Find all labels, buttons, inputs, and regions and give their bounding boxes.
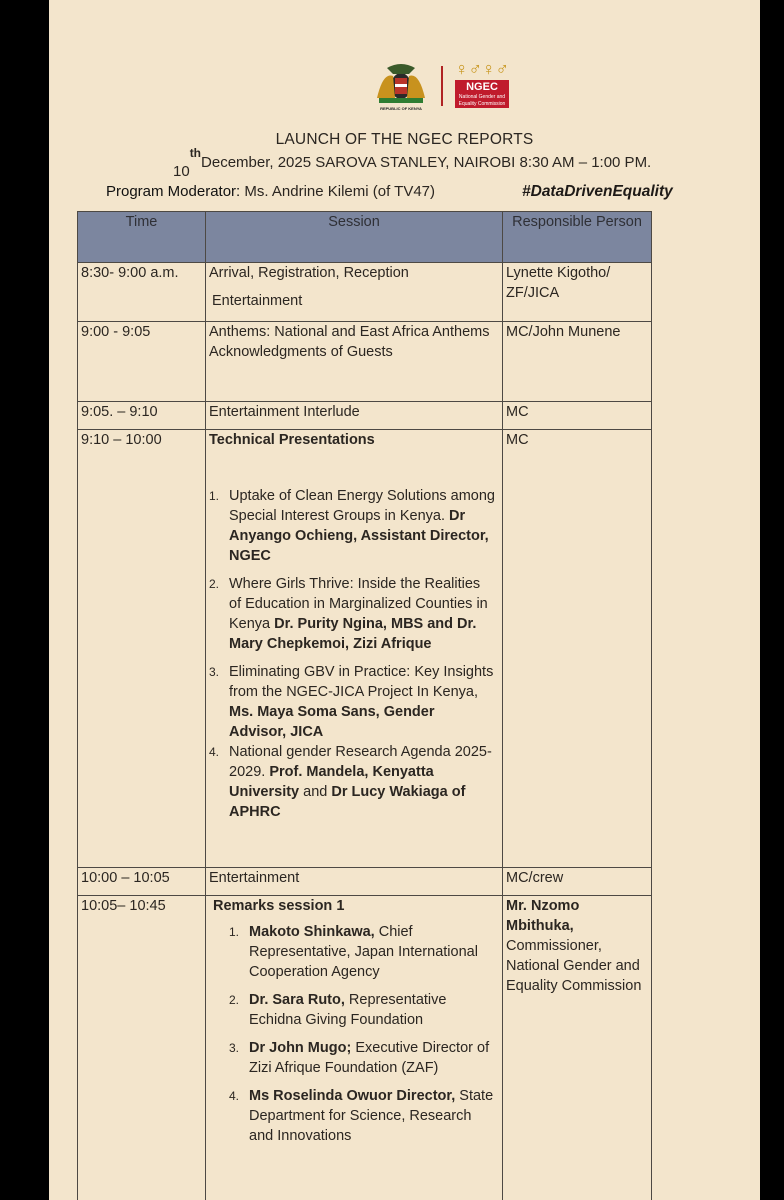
- logo-divider: [441, 66, 443, 106]
- list-item: 3. Eliminating GBV in Practice: Key Insights from the NGEC-JICA Project In Kenya, Ms. Maya Soma Sans, Gender Advisor, JICA: [209, 664, 494, 740]
- header-session: Session: [206, 212, 503, 263]
- list-item: 4. National gender Research Agenda 2025-2029. Prof. Mandela, Kenyatta University and Dr Lucy Wakiaga of APHRC: [209, 744, 492, 820]
- screen-edge: [760, 0, 784, 1200]
- session-cell: Arrival, Registration, Reception Entertainment: [206, 263, 503, 322]
- session-cell: [206, 896, 503, 1200]
- time-cell: 9:10 – 10:00: [78, 430, 206, 868]
- responsible-cell: Lynette Kigotho/ ZF/JICA: [503, 263, 652, 322]
- time-cell: 10:05– 10:45: [78, 896, 206, 1200]
- ngec-figures-icon: ♀♂♀♂: [455, 59, 509, 79]
- session-cell: [206, 430, 503, 868]
- table-row: [78, 402, 652, 430]
- table-header-row: [78, 212, 652, 263]
- responsible-cell: MC: [503, 430, 652, 868]
- program-table: [77, 211, 652, 1200]
- kenya-coat-of-arms-icon: [369, 58, 433, 112]
- session-cell: Entertainment: [206, 868, 503, 896]
- page-title: LAUNCH OF THE NGEC REPORTS: [275, 131, 534, 148]
- time-cell: 8:30- 9:00 a.m.: [78, 263, 206, 322]
- responsible-cell: MC: [503, 402, 652, 430]
- hashtag: #DataDrivenEquality: [522, 183, 673, 200]
- header-time: Time: [78, 212, 206, 263]
- session-title: Remarks session 1: [213, 898, 345, 914]
- table-row: [78, 896, 652, 1200]
- time-cell: 9:00 - 9:05: [78, 322, 206, 402]
- list-item: 4. Ms Roselinda Owuor Director, State Department for Science, Research and Innovations: [229, 1088, 494, 1144]
- table-row: [78, 263, 652, 322]
- responsible-cell: MC/crew: [503, 868, 652, 896]
- event-dateline: 10thDecember, 2025 SAROVA STANLEY, NAIROBI 8:30 AM – 1:00 PM.: [173, 146, 652, 180]
- header-responsible: Responsible Person: [503, 212, 652, 263]
- list-item: 1. Uptake of Clean Energy Solutions among Special Interest Groups in Kenya. Dr Anyango Ochieng, Assistant Director, NGEC: [209, 488, 495, 564]
- list-item: 3. Dr John Mugo; Executive Director of Zizi Afrique Foundation (ZAF): [229, 1040, 490, 1076]
- list-item: 2. Where Girls Thrive: Inside the Realities of Education in Marginalized Counties in Kenya Dr. Purity Ngina, MBS and Dr. Mary Chepkemoi, Zizi Afrique: [209, 576, 488, 652]
- ngec-logo: [455, 58, 513, 114]
- moderator-line: Program Moderator: Ms. Andrine Kilemi (of TV47): [106, 183, 436, 200]
- svg-text:REPUBLIC OF KENYA: REPUBLIC OF KENYA: [380, 106, 422, 111]
- table-row: [78, 430, 652, 868]
- table-row: [78, 322, 652, 402]
- session-cell: Anthems: National and East Africa Anthems Acknowledgments of Guests: [206, 322, 503, 402]
- time-cell: 10:00 – 10:05: [78, 868, 206, 896]
- presentation-list: [209, 486, 499, 822]
- list-item: 2. Dr. Sara Ruto, Representative Echidna Giving Foundation: [229, 992, 447, 1028]
- responsible-cell: Mr. Nzomo Mbithuka, Commissioner, National Gender and Equality Commission: [503, 896, 652, 1200]
- remarks-list: [209, 922, 499, 1146]
- header-logos: [369, 58, 519, 116]
- session-title: Technical Presentations: [209, 432, 375, 448]
- document-page: [49, 0, 760, 1200]
- responsible-cell: MC/John Munene: [503, 322, 652, 402]
- table-row: [78, 868, 652, 896]
- session-cell: Entertainment Interlude: [206, 402, 503, 430]
- list-item: 1. Makoto Shinkawa, Chief Representative, Japan International Cooperation Agency: [229, 924, 478, 980]
- ngec-label: NGEC National Gender and Equality Commission: [455, 80, 509, 108]
- time-cell: 9:05. – 9:10: [78, 402, 206, 430]
